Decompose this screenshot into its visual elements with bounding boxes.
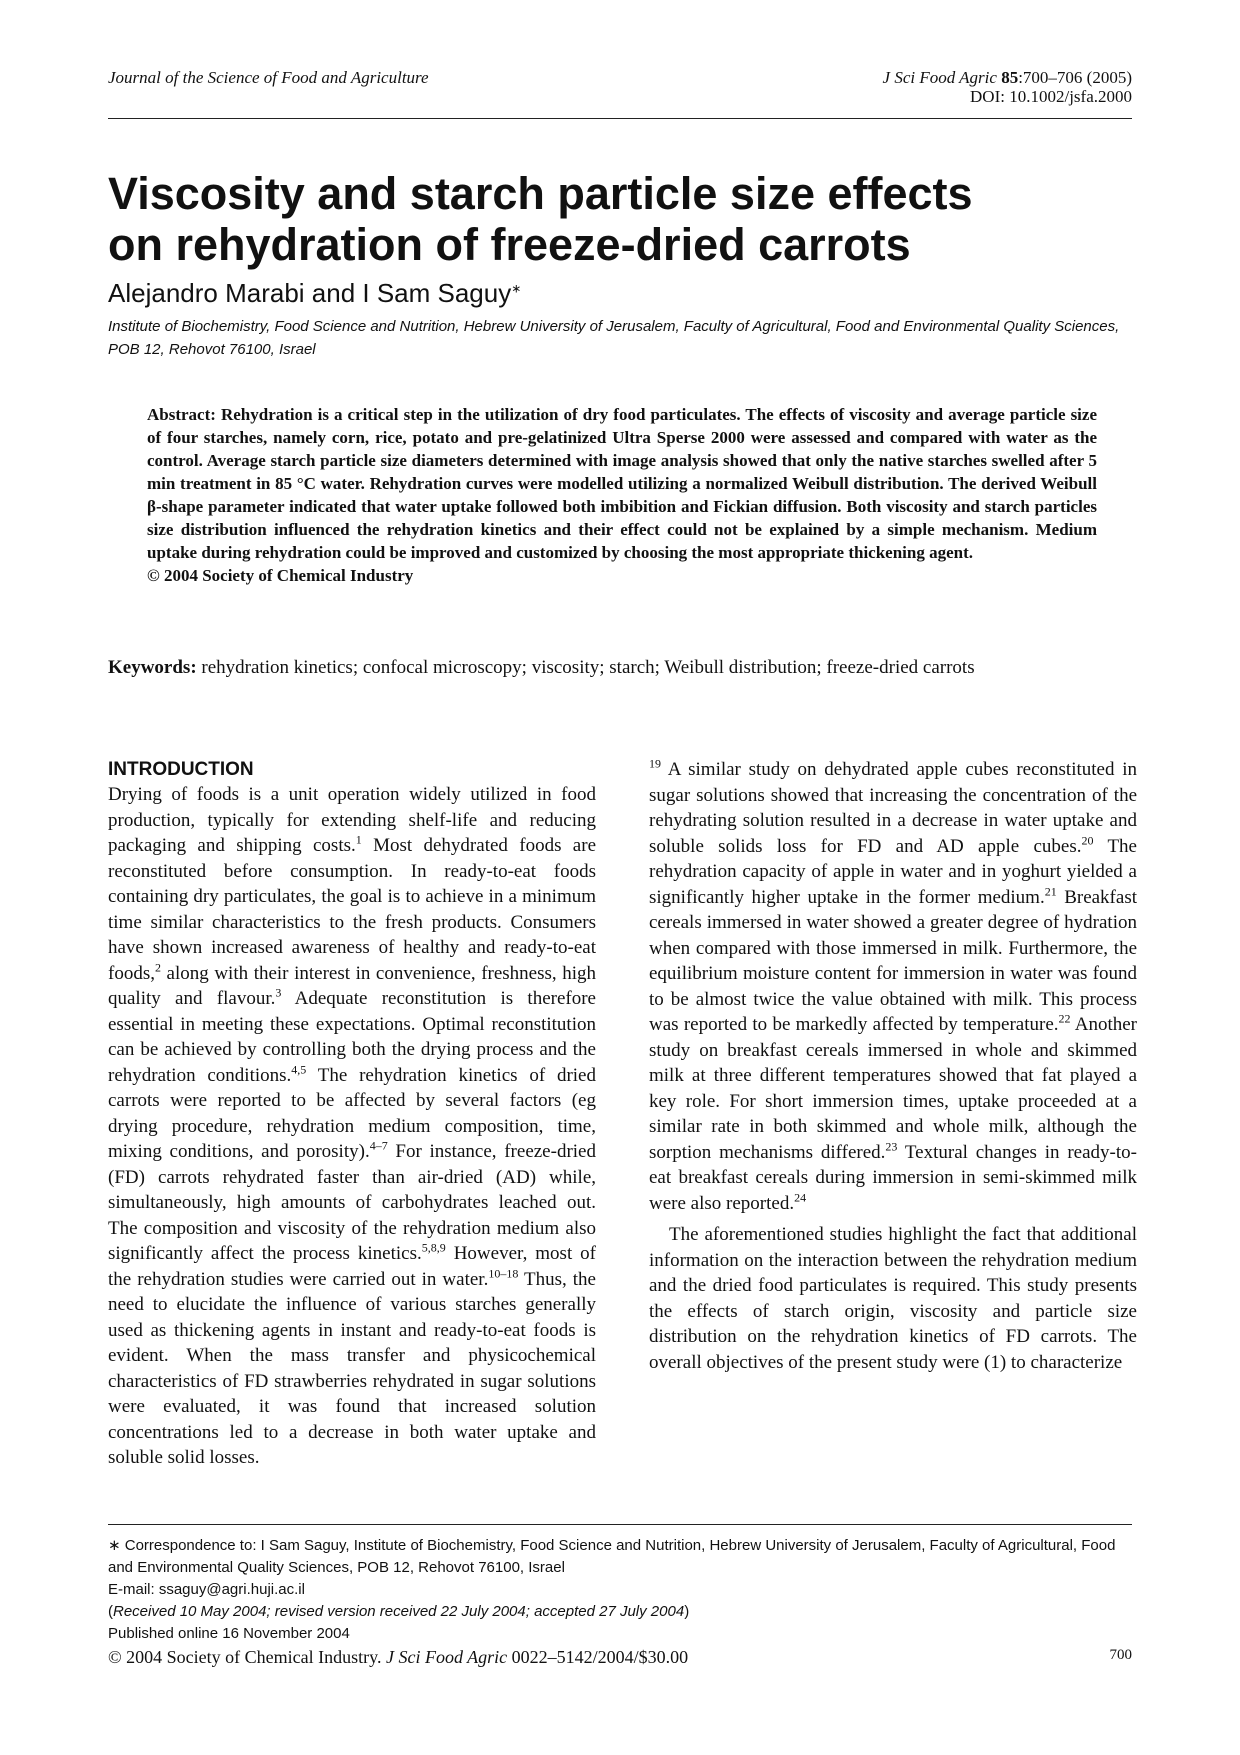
published-note: Published online 16 November 2004	[108, 1625, 350, 1642]
intro-text: Thus, the need to elucidate the influence of various starches generally used as thickening agents in instant and ready-to-eat foods is evident. When the mass transfer and physicochemical characteristics of FD strawberries rehydrated in sugar solutions were evaluated, it was found that increased solution concentrations led to a decrease in both water uptake and soluble solid losses.	[108, 1268, 596, 1468]
keywords	[108, 657, 1138, 679]
ref-19: 19	[649, 756, 661, 771]
intro-text: Most dehydrated foods are reconstituted before consumption. In ready-to-eat foods containing dry particulates, the goal is to achieve in a minimum time similar characteristics to the fresh products. Consumers have shown increased awareness of healthy and ready-to-eat foods,	[108, 835, 597, 984]
article-title	[108, 168, 1132, 270]
footer-journal: J Sci Food Agric	[385, 1647, 508, 1667]
ref-23: 23	[885, 1139, 898, 1154]
citation-block	[883, 68, 1132, 106]
ref-4-5: 4,5	[291, 1062, 307, 1077]
ref-10-18: 10–18	[488, 1266, 519, 1281]
intro-text: Another study on breakfast cereals immersed in whole and skimmed milk at three different temperatures showed that fat played a key role. For short immersion times, uptake proceeded at a similar rate in both skimmed and whole milk, although the sorption mechanisms differed.	[649, 1014, 1137, 1163]
page-footer	[108, 1647, 1132, 1668]
doi: DOI: 10.1002/jsfa.2000	[970, 87, 1132, 106]
footer-copyright: © 2004 Society of Chemical Industry.	[108, 1647, 386, 1667]
author-names: Alejandro Marabi and I Sam Saguy	[108, 278, 512, 308]
title-line-2: on rehydration of freeze-dried carrots	[108, 219, 911, 270]
page-number: 700	[1109, 1647, 1132, 1663]
intro-text: Drying of foods is a unit operation widely utilized in food production, typically for extending shelf-life and reducing packaging and shipping costs.	[108, 784, 596, 856]
intro-paragraph-1	[108, 782, 596, 1471]
citation-pages: :700–706 (2005)	[1018, 68, 1132, 87]
body-column-left	[108, 757, 596, 1471]
intro-text: The rehydration kinetics of dried carrots were reported to be affected by several factors (eg drying procedure, rehydration medium composition, time, mixing conditions, and porosity).	[108, 1064, 596, 1162]
citation-journal: J Sci Food Agric	[882, 68, 997, 87]
received-dates: Received 10 May 2004; revised version received 22 July 2004; accepted 27 July 2004	[113, 1603, 685, 1620]
intro-text: Textural changes in ready-to-eat breakfast cereals during immersion in semi-skimmed milk were also reported.	[649, 1141, 1137, 1214]
keywords-text: rehydration kinetics; confocal microscopy; viscosity; starch; Weibull distribution; freeze-dried carrots	[196, 657, 975, 678]
intro-text: along with their interest in convenience, freshness, high quality and flavour.	[108, 962, 596, 1009]
intro-text: Adequate reconstitution is therefore essential in meeting these expectations. Optimal reconstitution can be achieved by controlling both the drying process and the rehydration conditions.	[108, 988, 596, 1086]
ref-1: 1	[355, 832, 362, 847]
authors	[108, 278, 521, 309]
abstract-copyright: © 2004 Society of Chemical Industry	[147, 566, 414, 585]
footnotes	[108, 1524, 1132, 1645]
intro-text: Breakfast cereals immersed in water showed a greater degree of hydration when compared with those immersed in milk. Furthermore, the equilibrium moisture content for immersion in water was found to be almost twice the value obtained with milk. This process was reported to be markedly affected by temperature.	[649, 886, 1137, 1035]
ref-3: 3	[275, 985, 282, 1000]
ref-21: 21	[1044, 884, 1057, 899]
intro-paragraph-1-cont	[649, 757, 1137, 1216]
intro-paragraph-2: The aforementioned studies highlight the fact that additional information on the interaction between the rehydration medium and the dried food particulates is required. This study presents the effects of starch origin, viscosity and particle size distribution on the rehydration kinetics of FD carrots. The overall objectives of the present study were (1) to characterize	[649, 1224, 1137, 1373]
ref-2: 2	[154, 960, 161, 975]
journal-name: Journal of the Science of Food and Agriculture	[108, 68, 429, 87]
ref-24: 24	[794, 1190, 807, 1205]
footer-issn: 0022–5142/2004/$30.00	[507, 1647, 689, 1667]
affiliation: Institute of Biochemistry, Food Science and Nutrition, Hebrew University of Jerusalem, Faculty of Agricultural, Food and Environmental Quality Sciences, POB 12, Rehovot 76100, Israel	[108, 318, 1120, 358]
ref-20: 20	[1081, 833, 1094, 848]
intro-text: For instance, freeze-dried (FD) carrots rehydrated faster than air-dried (AD) while, simultaneously, high amounts of carbohydrates leached out. The composition and viscosity of the rehydration medium also significantly affect the process kinetics.	[108, 1141, 596, 1264]
correspondence-mark: ∗	[511, 281, 522, 296]
ref-22: 22	[1058, 1011, 1071, 1026]
email-note: E-mail: ssaguy@agri.huji.ac.il	[108, 1581, 305, 1598]
citation-volume: 85	[1001, 68, 1019, 87]
title-line-1: Viscosity and starch particle size effects	[108, 168, 973, 219]
intro-text: The rehydration capacity of apple in water and in yoghurt yielded a significantly higher uptake in the former medium.	[649, 835, 1137, 908]
intro-text: A similar study on dehydrated apple cubes reconstituted in sugar solutions showed that increasing the concentration of the rehydrating solution resulted in a decrease in water uptake and soluble solids loss for FD and AD apple cubes.	[649, 759, 1137, 857]
received-note: (Received 10 May 2004; revised version received 22 July 2004; accepted 27 July 2004)	[108, 1603, 690, 1620]
keywords-label: Keywords:	[108, 657, 197, 678]
correspondence-note: ∗ Correspondence to: I Sam Saguy, Institute of Biochemistry, Food Science and Nutrition, Hebrew University of Jerusalem, Faculty of Agricultural, Food and Environmental Quality Sciences, POB 12, Rehovot 76100, Israel	[108, 1537, 1116, 1576]
abstract	[147, 403, 1097, 587]
citation-line	[883, 68, 1132, 87]
running-header	[108, 68, 1132, 119]
ref-4-7: 4–7	[369, 1138, 388, 1153]
intro-text: However, most of the rehydration studies were carried out in water.	[108, 1243, 596, 1290]
section-heading-introduction: INTRODUCTION	[108, 759, 254, 780]
abstract-text: Abstract: Rehydration is a critical step in the utilization of dry food particulates. The effects of viscosity and average particle size of four starches, namely corn, rice, potato and pre-gelatinized Ultra Sperse 2000 were assessed and compared with water as the control. Average starch particle size diameters determined with image analysis showed that only the native starches swelled after 5 min treatment in 85 °C water. Rehydration curves were modelled utilizing a normalized Weibull distribution. The derived Weibull β-shape parameter indicated that water uptake followed both imbibition and Fickian diffusion. Both viscosity and starch particles size distribution influenced the rehydration kinetics and their effect could not be explained by a simple mechanism. Medium uptake during rehydration could be improved and customized by choosing the most appropriate thickening agent.	[147, 405, 1097, 562]
body-column-right	[649, 757, 1137, 1375]
ref-5-8-9: 5,8,9	[421, 1240, 446, 1255]
